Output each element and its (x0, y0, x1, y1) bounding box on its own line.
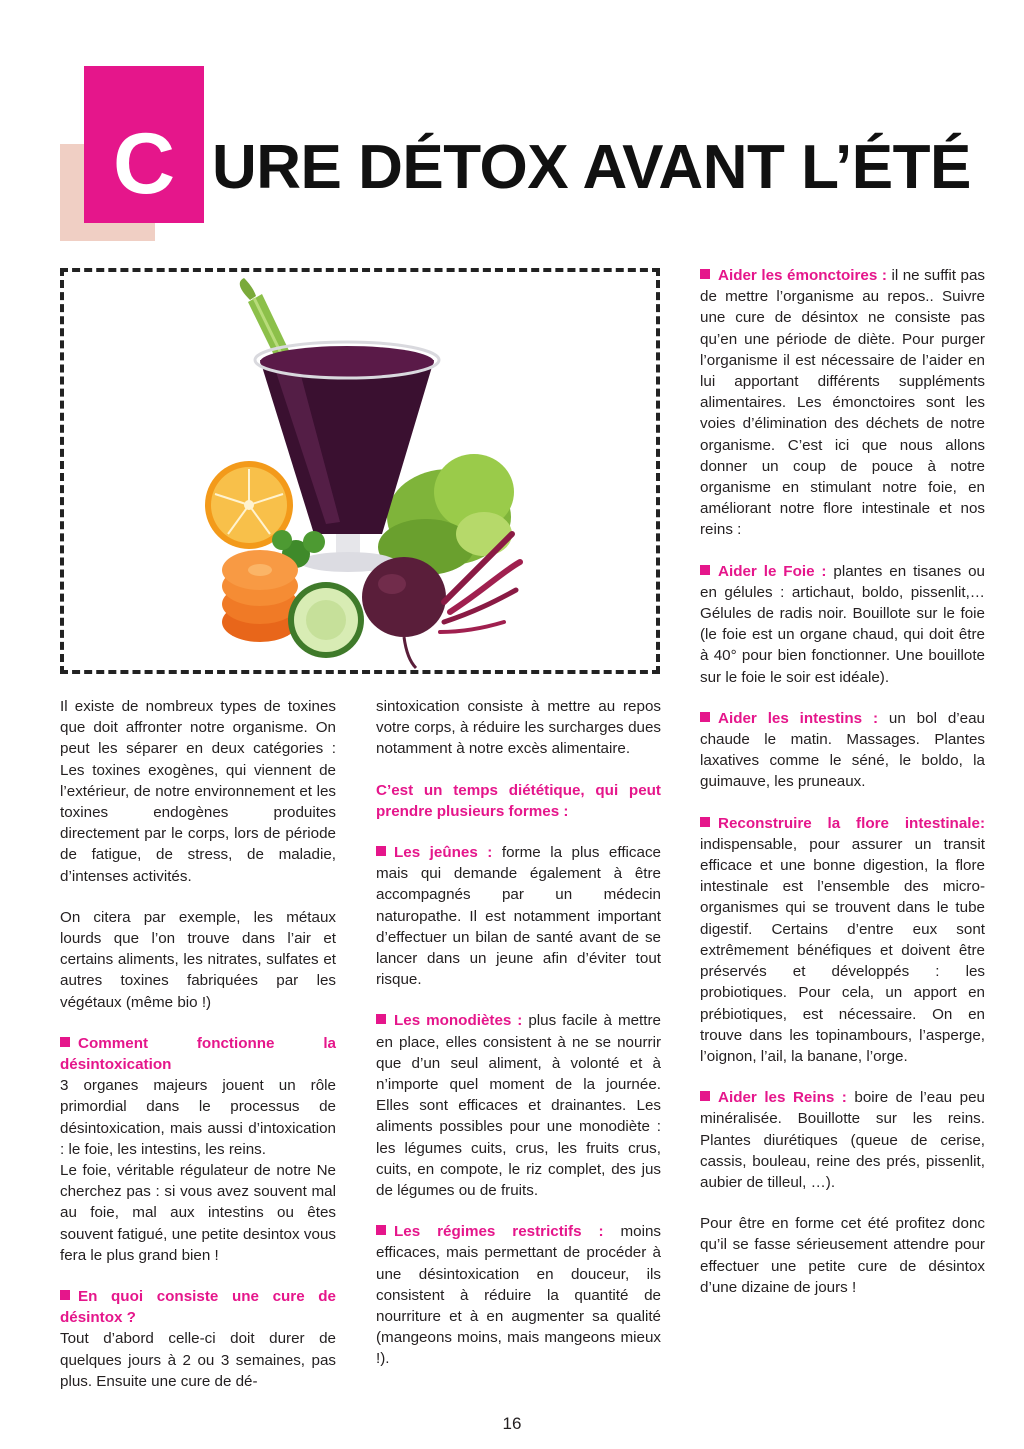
paragraph: Aider les Reins : boire de l’eau peu minéralisée. Bouillotte sur les reins. Plantes diurétiques (queue de cerise, cassis, bouleau, reine des prés, pissenlit, aubier de tilleul, …). (700, 1089, 985, 1191)
title-text: URE DÉTOX AVANT L’ÉTÉ (212, 133, 971, 202)
column-3 (700, 265, 985, 1318)
inline-heading: Aider les intestins : (718, 709, 879, 727)
paragraph: Le foie, véritable régulateur de notre Ne cherchez pas : si vous avez souvent mal au foie, mal aux intestins ou êtes souvent fatigué, une petite desintox vous fera le plus grand bien ! (60, 1162, 336, 1264)
paragraph: Les jeûnes : forme la plus efficace mais qui demande également à être accompagnés par un médecin naturopathe. Il est notamment important d’effectuer un bilan de santé avant de se lancer dans un jeune afin d’éviter tout risque. (376, 844, 661, 989)
paragraph: Pour être en forme cet été profitez donc qu’il se fasse sérieusement attendre pour effectuer une petite cure de désintox d’une dizaine de jours ! (700, 1215, 985, 1296)
paragraph: Aider les intestins : un bol d’eau chaude le matin. Massages. Plantes laxatives comme le séné, le boldo, la guimauve, les pruneaux. (700, 709, 985, 791)
paragraph: On citera par exemple, les métaux lourds que l’on trouve dans l’air et certains aliments, les nitrates, sulfates et autres toxines fabriquées par les végétaux (même bio !) (60, 908, 336, 1011)
bullet-square-icon (376, 1225, 386, 1235)
inline-heading: Aider les Reins : (718, 1089, 847, 1107)
inline-heading: Aider les émonctoires : (718, 267, 887, 284)
bullet-square-icon (700, 565, 710, 575)
paragraph: Tout d’abord celle-ci doit durer de quelques jours à 2 ou 3 semaines, pas plus. Ensuite une cure de dé- (60, 1330, 336, 1390)
section-heading: Comment fonctionne la désintoxication (60, 1034, 336, 1074)
inline-heading: Les régimes restrictifs : (394, 1223, 604, 1241)
page-number: 16 (502, 1414, 522, 1433)
cucumber-slice (288, 582, 364, 658)
juice-illustration (64, 272, 656, 670)
bullet-square-icon (60, 1290, 70, 1300)
bullet-square-icon (376, 1014, 386, 1024)
column-1 (60, 696, 336, 1392)
paragraph: Les régimes restrictifs : moins efficaces, mais permettant de procéder à une désintoxication en douceur, ils consistent à réduire la quantité de nourriture et à en augmenter sa qualité (mangeons moins, mais mangeons mieux !). (376, 1223, 661, 1368)
paragraph: sintoxication consiste à mettre au repos votre corps, à réduire les surcharges dues notamment à notre excès alimentaire. (376, 698, 661, 758)
bullet-square-icon (60, 1037, 70, 1047)
bullet-square-icon (700, 712, 710, 722)
title-initial: C (112, 116, 176, 212)
paragraph: Aider les émonctoires : il ne suffit pas de mettre l’organisme au repos.. Suivre une cure de désintox ne consiste pas qu’en une période de diète. Pour purger l’organisme il est nécessaire de l’aider en lui apportant différents suppléments alimentaires. Les émonctoires sont les voies d’élimination des déchets de notre organisme. C’est ici que nous allons donner un coup de pouce à notre organisme en stimulant notre foie, en améliorant notre flore intestinale et nos reins : (700, 267, 985, 539)
bullet-square-icon (700, 1091, 710, 1101)
paragraph: Il existe de nombreux types de toxines que doit affronter notre organisme. On peut les séparer en deux catégories : Les toxines exogènes, qui viennent de l’extérieur, de notre environnement et les toxines endogènes produites directement par le corps, lors de période de fatigue, de stress, de maladie, d’intenses activités. (60, 698, 336, 885)
bullet-square-icon (700, 269, 710, 279)
inline-heading: Reconstruire la flore intestinale: (718, 814, 985, 832)
bullet-square-icon (700, 817, 710, 827)
bullet-square-icon (376, 846, 386, 856)
inline-heading: Les jeûnes : (394, 844, 493, 862)
inline-heading: Aider le Foie : (718, 562, 827, 580)
carrot-slices (222, 550, 298, 642)
section-heading: En quoi consiste une cure de désintox ? (60, 1288, 336, 1327)
paragraph: Les monodiètes : plus facile à mettre en place, elles consistent à ne se nourrir que d’un seul aliment, à volonté et à n’importe quel moment de la journée. Elles sont efficaces et drainantes. Les aliments possibles pour une monodiète : les légumes cuits, crus, les fruits crus, cuits, en compote, le riz complet, des jus de légumes ou de fruits. (376, 1012, 661, 1200)
paragraph: Reconstruire la flore intestinale: indispensable, pour assurer un transit efficace et une bonne digestion, la flore intestinale est l’ensemble des micro-organismes qui se trouvent dans le tube digestif. Certains d’entre eux sont extrêmement bénéfiques et doivent être préservés et développés : les probiotiques. Pour cela, un apport en prébiotiques, est nécessaire. On en trouve dans les topinambours, l’asperge, l’oignon, l’ail, la banane, l’orge. (700, 814, 985, 1065)
paragraph: 3 organes majeurs jouent un rôle primordial dans le processus de désintoxication, mais aussi d’intoxication : le foie, les intestins, les reins. (60, 1077, 336, 1158)
beetroot (362, 557, 446, 668)
page-title (60, 66, 971, 246)
paragraph: Aider le Foie : plantes en tisanes ou en gélules : artichaut, boldo, pissenlit,… Gélules de radis noir. Bouillote sur le foie (le foie est un organe chaud, qui doit être à 40° pour bien fonctionner. Une bouillote sur le foie le soir est idéale). (700, 562, 985, 686)
inline-heading: Les monodiètes : (394, 1012, 523, 1030)
section-heading: C’est un temps diététique, qui peut prendre plusieurs formes : (376, 781, 661, 820)
juice-photo (60, 268, 660, 674)
column-2 (376, 696, 661, 1390)
